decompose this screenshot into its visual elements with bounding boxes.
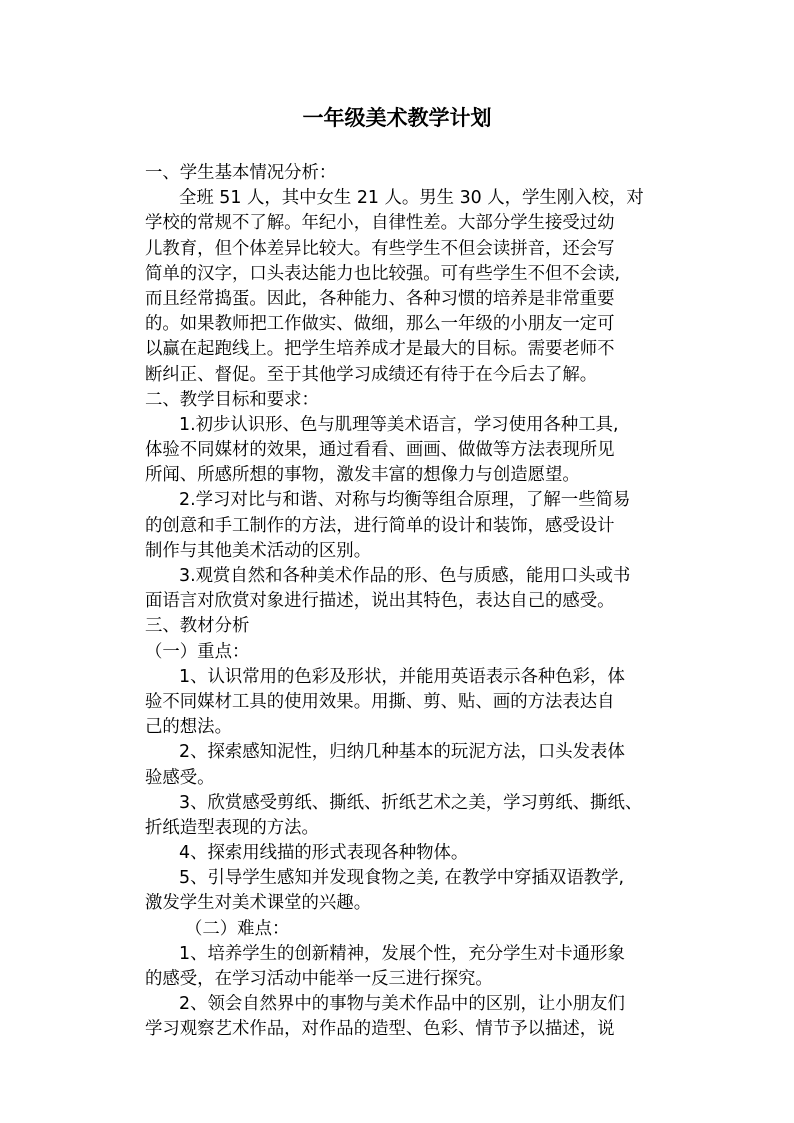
text-line: 2、探索感知泥性，归纳几种基本的玩泥方法，口头发表体 bbox=[179, 742, 625, 763]
text-line: 而且经常捣蛋。因此，各种能力、各种习惯的培养是非常重要 bbox=[145, 288, 615, 309]
text-line: 全班 51 人，其中女生 21 人。男生 30 人，学生刚入校，对 bbox=[179, 188, 644, 209]
text-line: 2、领会自然界中的事物与美术作品中的区别，让小朋友们 bbox=[179, 994, 625, 1015]
text-line: 断纠正、督促。至于其他学习成绩还有待于在今后去了解。 bbox=[145, 364, 598, 385]
document-title: 一年级美术教学计划 bbox=[302, 105, 492, 130]
text-line: （一）重点： bbox=[145, 641, 250, 662]
text-line: 1、培养学生的创新精神，发展个性，充分学生对卡通形象 bbox=[179, 943, 625, 964]
text-line: 1.初步认识形、色与肌理等美术语言，学习使用各种工具, bbox=[179, 414, 619, 435]
text-line: 以赢在起跑线上。把学生培养成才是最大的目标。需要老师不 bbox=[145, 339, 615, 360]
text-line: 二、教学目标和要求： bbox=[145, 389, 319, 410]
text-line: 折纸造型表现的方法。 bbox=[145, 817, 319, 838]
text-line: 的感受，在学习活动中能举一反三进行探究。 bbox=[145, 969, 493, 989]
text-line: 4、探索用线描的形式表现各种物体。 bbox=[179, 843, 469, 864]
document-body bbox=[145, 161, 655, 1043]
text-line: （二）难点： bbox=[185, 918, 290, 939]
text-line: 激发学生对美术课堂的兴趣。 bbox=[145, 893, 372, 914]
text-line: 己的想法。 bbox=[145, 717, 232, 738]
text-line: 儿教育，但个体差异比较大。有些学生不但会读拼音，还会写 bbox=[145, 238, 615, 259]
text-line: 的创意和手工制作的方法，进行简单的设计和装饰，感受设计 bbox=[145, 515, 615, 536]
text-line: 学习观察艺术作品，对作品的造型、色彩、情节予以描述，说 bbox=[145, 1019, 615, 1040]
text-line: 简单的汉字，口头表达能力也比较强。可有些学生不但不会读, bbox=[145, 263, 621, 284]
text-line: 2.学习对比与和谐、对称与均衡等组合原理，了解一些简易 bbox=[179, 490, 631, 511]
text-line: 验感受。 bbox=[145, 767, 215, 788]
text-line: 学校的常规不了解。年纪小，自律性差。大部分学生接受过幼 bbox=[145, 213, 615, 234]
text-line: 所闻、所感所想的事物，激发丰富的想像力与创造愿望。 bbox=[145, 465, 580, 486]
text-line: 5、引导学生感知并发现食物之美, 在教学中穿插双语教学, bbox=[179, 868, 625, 889]
text-line: 的。如果教师把工作做实、做细，那么一年级的小朋友一定可 bbox=[145, 314, 615, 335]
text-line: 面语言对欣赏对象进行描述，说出其特色，表达自己的感受。 bbox=[145, 591, 615, 612]
text-line: 3、欣赏感受剪纸、撕纸、折纸艺术之美，学习剪纸、撕纸、 bbox=[179, 792, 643, 813]
text-line: 三、教材分析 bbox=[145, 616, 250, 637]
text-line: 制作与其他美术活动的区别。 bbox=[145, 540, 372, 561]
text-line: 一、学生基本情况分析： bbox=[145, 163, 337, 183]
text-line: 1、认识常用的色彩及形状，并能用英语表示各种色彩，体 bbox=[179, 666, 625, 687]
text-line: 体验不同媒材的效果，通过看看、画画、做做等方法表现所见 bbox=[145, 440, 615, 461]
text-line: 验不同媒材工具的使用效果。用撕、剪、贴、画的方法表达自 bbox=[145, 691, 615, 712]
text-line: 3.观赏自然和各种美术作品的形、色与质感，能用口头或书 bbox=[179, 566, 631, 586]
